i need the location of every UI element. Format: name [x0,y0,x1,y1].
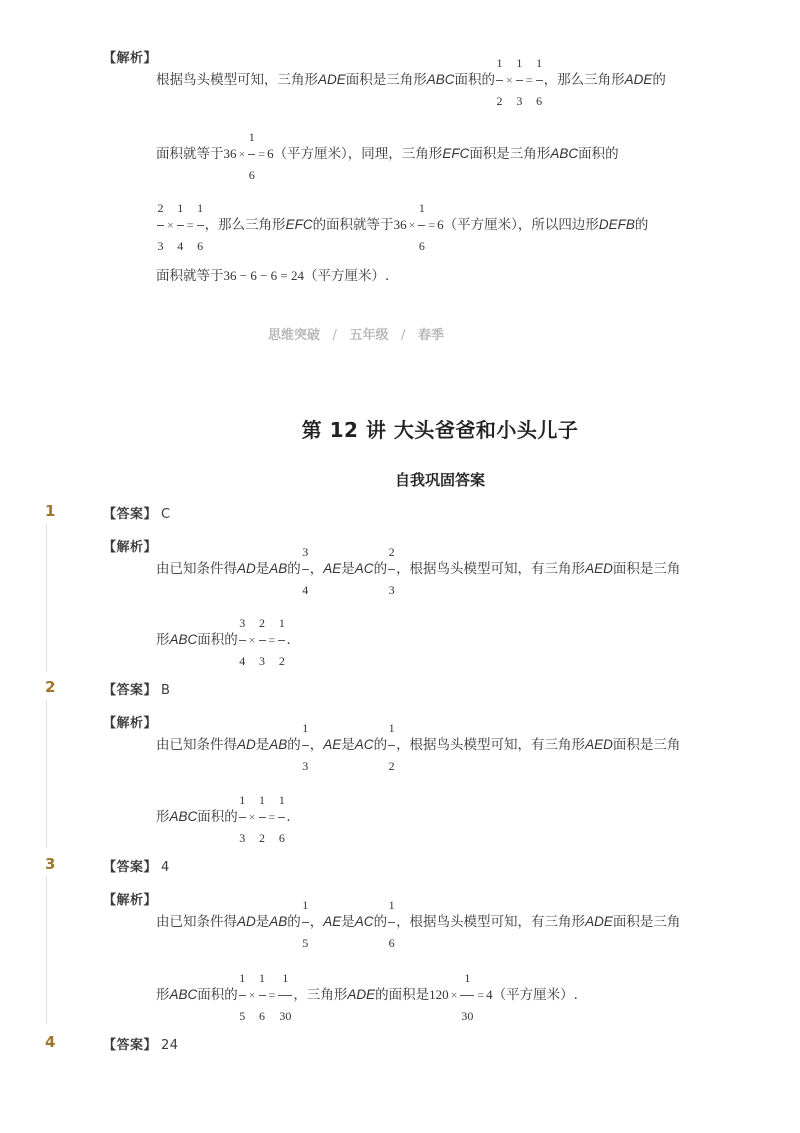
fraction-1-30: $\frac{1}{30}$ [461,970,474,1023]
question-divider [46,876,47,1024]
text: ，那么三角形 [543,72,625,88]
answer-value: B [161,683,171,698]
text: 面积就等于 [156,146,224,162]
answer-tag: 【答案】 [103,683,158,698]
lecture-title: 第 12 讲 大头爸爸和小头儿子 [301,418,579,442]
footer-term: 春季 [417,328,444,343]
fraction-1-6: $\frac{1}{6}$ [278,792,285,845]
answer-tag: 【答案】 [103,507,158,522]
text: 面积是三角形 [469,146,551,162]
fraction-1-3: $\frac{1}{3}$ [302,720,309,773]
top-line-3: $\frac{2}{3}$ × $\frac{1}{4}$ = $\frac{1}{6}$ ，那么三角形EFC的面积就等于36 × $\frac{1}{6}$ = 6（平方厘米），所以四边形DEFB的 [157,200,649,253]
analysis-label: 【解析】 [103,540,158,555]
fraction-2-3: $\frac{2}{3}$ [157,200,164,253]
question-divider [46,524,47,672]
fraction-1-3: $\frac{1}{3}$ [239,792,246,845]
footer-book: 思维突破 [268,328,321,343]
fraction-1-2: $\frac{1}{2}$ [496,55,503,108]
footer-sep: / [332,328,337,343]
answer-value: C [161,507,171,522]
triangle-efc: EFC [285,217,313,232]
top-line-4 [156,264,389,284]
triangle-abc: ABC [426,72,455,87]
question-number: 1 [45,502,56,520]
page-footer [268,324,444,343]
answer-value: 4 [161,860,170,875]
text: 面积的 [454,72,496,88]
top-line-1: 根据鸟头模型可知，三角形ADE面积是三角形ABC面积的 $\frac{1}{2}$ × $\frac{1}{3}$ = $\frac{1}{6}$ ，那么三角形ADE的 [156,55,666,108]
q3-line-2: 形ABC面积的 $\frac{1}{5}$ × $\frac{1}{6}$ = $\frac{1}{30}$ ，三角形ADE的面积是120 × $\frac{1}{30}$ = 4（平方厘米）. [156,970,578,1023]
q1-line-1: 由已知条件得AD是AB的 $\frac{3}{4}$ ，AE是AC的 $\frac{2}{3}$ ，根据鸟头模型可知，有三角形AED面积是三角 [156,544,681,597]
fraction-1-6: $\frac{1}{6}$ [388,897,395,950]
number: 36 [223,146,237,161]
fraction-1-2: $\frac{1}{2}$ [388,720,395,773]
fraction-1-6: $\frac{1}{6}$ [197,200,204,253]
section-subtitle: 自我巩固答案 [394,471,485,489]
question-number: 2 [45,678,56,696]
fraction-2-3: $\frac{2}{3}$ [259,615,266,668]
footer-grade: 五年级 [349,328,389,343]
text: （平方厘米）. [304,268,390,284]
number: 6 [437,217,444,232]
fraction-3-4: $\frac{3}{4}$ [239,615,246,668]
q2-line-2: 形ABC面积的 $\frac{1}{3}$ × $\frac{1}{2}$ = $\frac{1}{6}$ . [156,792,291,845]
q2-line-1: 由已知条件得AD是AB的 $\frac{1}{3}$ ，AE是AC的 $\frac{1}{2}$ ，根据鸟头模型可知，有三角形AED面积是三角 [156,720,681,773]
number: 6 [267,146,274,161]
text: 的 [652,72,666,88]
analysis-label: 【解析】 [103,51,158,66]
text: 面积是三角形 [345,72,427,88]
answer-label [103,856,170,875]
text: 的面积就等于 [312,217,394,233]
fraction-1-5: $\frac{1}{5}$ [239,970,246,1023]
answer-label [103,1034,179,1053]
text: 面积的 [578,146,619,162]
triangle-ade: ADE [318,72,346,87]
question-number: 4 [45,1033,56,1051]
equation: 36 − 6 − 6 = 24 [223,268,304,283]
fraction-1-6: $\frac{1}{6}$ [248,129,255,182]
top-line-2: 面积就等于36 × $\frac{1}{6}$ = 6（平方厘米），同理，三角形EFC面积是三角形ABC面积的 [156,129,619,182]
answer-label [103,679,170,698]
triangle-efc: EFC [442,146,470,161]
q1-line-2: 形ABC面积的 $\frac{3}{4}$ × $\frac{2}{3}$ = $\frac{1}{2}$ . [156,615,291,668]
q3-line-1: 由已知条件得AD是AB的 $\frac{1}{5}$ ，AE是AC的 $\frac{1}{6}$ ，根据鸟头模型可知，有三角形ADE面积是三角 [156,897,681,950]
text: （平方厘米），同理，三角形 [273,146,443,162]
fraction-1-2: $\frac{1}{2}$ [259,792,266,845]
text: （平方厘米），所以四边形 [443,217,599,233]
answer-tag: 【答案】 [103,860,158,875]
text: ，那么三角形 [204,217,286,233]
footer-sep: / [401,328,406,343]
fraction-1-3: $\frac{1}{3}$ [516,55,523,108]
fraction-2-3: $\frac{2}{3}$ [388,544,395,597]
analysis-label: 【解析】 [103,893,158,908]
text: 根据鸟头模型可知，三角形 [156,72,318,88]
fraction-1-5: $\frac{1}{5}$ [302,897,309,950]
text: 的 [634,217,649,233]
quad-defb: DEFB [598,217,635,232]
fraction-1-4: $\frac{1}{4}$ [177,200,184,253]
fraction-1-6: $\frac{1}{6}$ [259,970,266,1023]
text: 面积就等于 [156,268,224,284]
analysis-label: 【解析】 [103,716,158,731]
triangle-ade: ADE [624,72,653,87]
fraction-1-6: $\frac{1}{6}$ [536,55,543,108]
question-number: 3 [45,855,56,873]
answer-label [103,503,171,522]
fraction-3-4: $\frac{3}{4}$ [302,544,309,597]
answer-tag: 【答案】 [103,1038,158,1053]
fraction-1-6: $\frac{1}{6}$ [418,200,425,253]
fraction-1-30: $\frac{1}{30}$ [279,970,292,1023]
question-divider [46,700,47,848]
number: 36 [393,217,407,232]
answer-value: 24 [161,1038,179,1053]
fraction-1-2: $\frac{1}{2}$ [278,615,285,668]
triangle-abc: ABC [550,146,579,161]
